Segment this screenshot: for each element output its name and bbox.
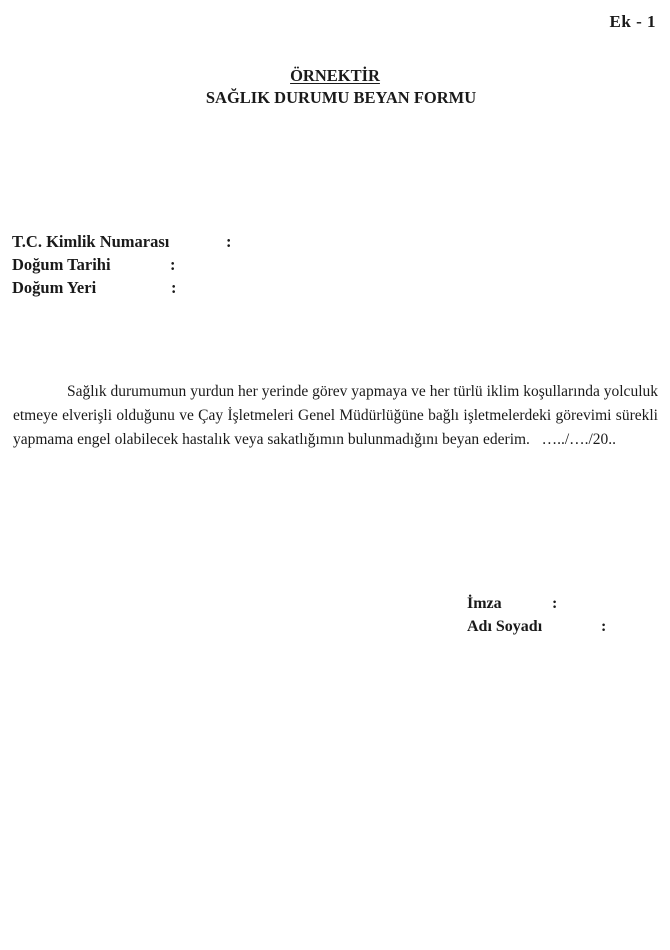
name-surname-label: Adı Soyadı <box>467 618 543 635</box>
field-label: Doğum Yeri <box>12 278 97 297</box>
field-separator: : <box>171 278 177 297</box>
form-title <box>0 65 670 109</box>
form-heading: SAĞLIK DURUMU BEYAN FORMU <box>205 88 477 107</box>
signature-row <box>467 592 558 615</box>
field-dogum-tarihi <box>12 253 176 276</box>
field-tc-kimlik <box>12 230 232 253</box>
signature-label: İmza <box>467 595 502 612</box>
field-dogum-yeri <box>12 276 177 299</box>
field-label: T.C. Kimlik Numarası <box>12 232 170 251</box>
date-blank: …../…./20.. <box>541 431 617 448</box>
name-surname-row <box>467 615 607 638</box>
declaration-paragraph <box>13 380 658 452</box>
signature-separator: : <box>552 595 558 612</box>
signature-block <box>467 592 607 638</box>
field-separator: : <box>226 232 232 251</box>
sample-heading: ÖRNEKTİR <box>290 66 380 85</box>
field-label: Doğum Tarihi <box>12 255 111 274</box>
name-surname-separator: : <box>601 618 607 635</box>
personal-info-fields <box>12 230 232 299</box>
declaration-text: Sağlık durumumun yurdun her yerinde görev yapmaya ve her türlü iklim koşullarında yolculuk etmeye elverişli olduğunu ve Çay İşletmeleri Genel Müdürlüğüne bağlı işletmelerdeki görevimi sürekli yapmama engel olabilecek hastalık veya sakatlığımın bulunmadığını beyan ederim. <box>13 383 658 448</box>
annex-label: Ek - 1 <box>609 12 656 31</box>
field-separator: : <box>170 255 176 274</box>
